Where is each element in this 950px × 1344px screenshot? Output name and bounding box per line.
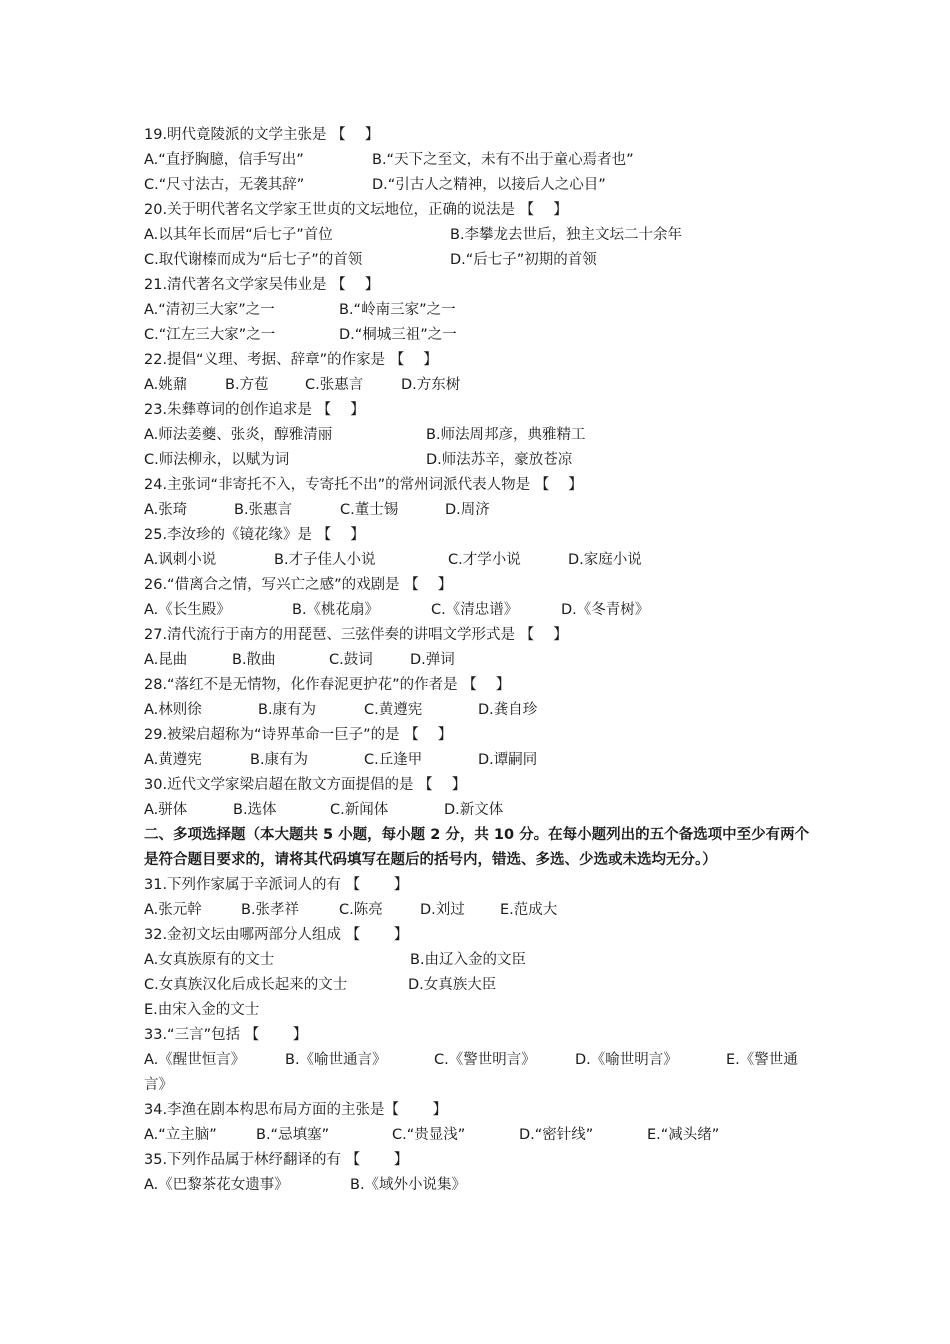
- option-a: A.《醒世恒言》: [144, 1052, 246, 1068]
- option-b: B.康有为: [250, 752, 309, 768]
- option-d: D.师法苏辛，豪放苍凉: [426, 452, 573, 468]
- question-31: 31.下列作家属于辛派词人的有 【 】: [144, 877, 409, 893]
- option-c: C.《清忠谱》: [431, 602, 519, 618]
- option-a: A.姚鼐: [144, 377, 188, 393]
- option-a: A.“直抒胸臆，信手写出”: [144, 152, 304, 168]
- options-row: [144, 798, 814, 823]
- option-a: A.张琦: [144, 502, 188, 518]
- option-d: D.“密针线”: [519, 1127, 594, 1143]
- question-27: 27.清代流行于南方的用琵琶、三弦伴奏的讲唱文学形式是 【 】: [144, 627, 568, 643]
- options-row: [144, 448, 814, 473]
- option-c: C.董士锡: [340, 502, 399, 518]
- section-heading: 二、多项选择题（本大题共 5 小题，每小题 2 分，共 10 分。在每小题列出的五个备选项中至少有两个是符合题目要求的，请将其代码填写在题后的括号内，错选、多选、少选或未选均无分。）: [144, 827, 810, 868]
- option-b: B.“岭南三家”之一: [339, 302, 456, 318]
- options-row: [144, 948, 814, 973]
- question-22: 22.提倡“义理、考据、辞章”的作家是 【 】: [144, 352, 438, 368]
- option-a: A.女真族原有的文士: [144, 952, 275, 968]
- option-b: B.“忌填塞”: [256, 1127, 330, 1143]
- options-row: [144, 498, 814, 523]
- option-b: B.才子佳人小说: [274, 552, 376, 568]
- option-e: E.“减头绪”: [647, 1127, 720, 1143]
- exam-page: [144, 123, 814, 1198]
- option-c: C.“贵显浅”: [392, 1127, 466, 1143]
- option-c: C.取代谢榛而成为“后七子”的首领: [144, 252, 363, 268]
- options-row: [144, 373, 814, 398]
- option-b: B.张惠言: [234, 502, 293, 518]
- option-b: B.《桃花扇》: [292, 602, 380, 618]
- option-a: A.《巴黎茶花女遗事》: [144, 1177, 289, 1193]
- option-b: B.散曲: [232, 652, 276, 668]
- question-19: 19.明代竟陵派的文学主张是 【 】: [144, 127, 380, 143]
- options-row: [144, 1123, 814, 1148]
- options-row: [144, 248, 814, 273]
- option-c: C.“江左三大家”之一: [144, 327, 276, 343]
- option-d: D.谭嗣同: [478, 752, 538, 768]
- option-b: B.康有为: [258, 702, 317, 718]
- option-d: D.家庭小说: [568, 552, 642, 568]
- options-row-continued: [144, 1073, 814, 1098]
- options-row: [144, 323, 814, 348]
- options-row: [144, 1173, 814, 1198]
- option-b: B.方苞: [225, 377, 269, 393]
- question-29: 29.被梁启超称为“诗界革命一巨子”的是 【 】: [144, 727, 453, 743]
- option-c: C.新闻体: [330, 802, 389, 818]
- question-20: 20.关于明代著名文学家王世贞的文坛地位，正确的说法是 【 】: [144, 202, 568, 218]
- option-e: E.范成大: [500, 902, 558, 918]
- option-d: D.弹词: [410, 652, 455, 668]
- option-d: D.刘过: [420, 902, 465, 918]
- option-c: C.女真族汉化后成长起来的文士: [144, 977, 348, 993]
- option-d: D.女真族大臣: [408, 977, 497, 993]
- option-d: D.《冬青树》: [561, 602, 650, 618]
- options-row: [144, 598, 814, 623]
- option-a: A.张元幹: [144, 902, 202, 918]
- option-c: C.陈亮: [339, 902, 383, 918]
- option-d: D.“后七子”初期的首领: [450, 252, 597, 268]
- option-a: A.《长生殿》: [144, 602, 231, 618]
- option-b: B.由辽入金的文臣: [410, 952, 527, 968]
- question-21: 21.清代著名文学家吴伟业是 【 】: [144, 277, 380, 293]
- option-a: A.讽刺小说: [144, 552, 217, 568]
- question-24: 24.主张词“非寄托不入，专寄托不出”的常州词派代表人物是 【 】: [144, 477, 583, 493]
- question-30: 30.近代文学家梁启超在散文方面提倡的是 【 】: [144, 777, 467, 793]
- question-35: 35.下列作品属于林纾翻译的有 【 】: [144, 1152, 409, 1168]
- option-d: D.“引古人之精神，以接后人之心目”: [372, 177, 606, 193]
- option-a: A.“清初三大家”之一: [144, 302, 275, 318]
- options-row: [144, 973, 814, 998]
- option-c: C.丘逢甲: [364, 752, 423, 768]
- option-e-continued: 言》: [144, 1077, 173, 1093]
- options-row: [144, 148, 814, 173]
- option-c: C.鼓词: [329, 652, 373, 668]
- options-row: [144, 648, 814, 673]
- option-b: B.《域外小说集》: [350, 1177, 467, 1193]
- options-row: [144, 223, 814, 248]
- option-d: D.“桐城三祖”之一: [339, 327, 457, 343]
- question-32: 32.金初文坛由哪两部分人组成 【 】: [144, 927, 409, 943]
- option-a: A.林则徐: [144, 702, 202, 718]
- options-row: [144, 998, 814, 1023]
- options-row: [144, 698, 814, 723]
- option-d: D.新文体: [444, 802, 504, 818]
- question-23: 23.朱彝尊词的创作追求是 【 】: [144, 402, 365, 418]
- option-b: B.《喻世通言》: [285, 1052, 387, 1068]
- options-row: [144, 748, 814, 773]
- options-row: [144, 898, 814, 923]
- options-row: [144, 298, 814, 323]
- options-row: [144, 548, 814, 573]
- option-a: A.昆曲: [144, 652, 188, 668]
- option-e: E.由宋入金的文士: [144, 1002, 260, 1018]
- option-c: C.黄遵宪: [364, 702, 423, 718]
- option-d: D.龚自珍: [478, 702, 538, 718]
- option-c: C.张惠言: [305, 377, 364, 393]
- option-e: E.《警世通: [726, 1052, 798, 1068]
- options-row: [144, 173, 814, 198]
- option-d: D.方东树: [401, 377, 461, 393]
- question-25: 25.李汝珍的《镜花缘》是 【 】: [144, 527, 365, 543]
- option-b: B.张孝祥: [241, 902, 300, 918]
- option-a: A.“立主脑”: [144, 1127, 217, 1143]
- question-33: 33.“三言”包括 【 】: [144, 1027, 308, 1043]
- option-c: C.《警世明言》: [434, 1052, 536, 1068]
- option-d: D.《喻世明言》: [575, 1052, 678, 1068]
- option-b: B.选体: [233, 802, 277, 818]
- option-b: B.李攀龙去世后，独主文坛二十余年: [450, 227, 683, 243]
- option-a: A.黄遵宪: [144, 752, 202, 768]
- option-c: C.才学小说: [448, 552, 521, 568]
- option-b: B.师法周邦彦，典雅精工: [426, 427, 586, 443]
- option-d: D.周济: [445, 502, 490, 518]
- question-34: 34.李渔在剧本构思布局方面的主张是【 】: [144, 1102, 448, 1118]
- option-a: A.师法姜夔、张炎，醇雅清丽: [144, 427, 333, 443]
- question-28: 28.“落红不是无情物，化作春泥更护花”的作者是 【 】: [144, 677, 511, 693]
- options-row: [144, 423, 814, 448]
- option-b: B.“天下之至文，未有不出于童心焉者也”: [372, 152, 634, 168]
- option-c: C.“尺寸法古，无袭其辞”: [144, 177, 305, 193]
- options-row: [144, 1048, 814, 1073]
- option-a: A.骈体: [144, 802, 188, 818]
- question-26: 26.“借离合之情，写兴亡之感”的戏剧是 【 】: [144, 577, 453, 593]
- option-a: A.以其年长而居“后七子”首位: [144, 227, 333, 243]
- option-c: C.师法柳永，以赋为词: [144, 452, 290, 468]
